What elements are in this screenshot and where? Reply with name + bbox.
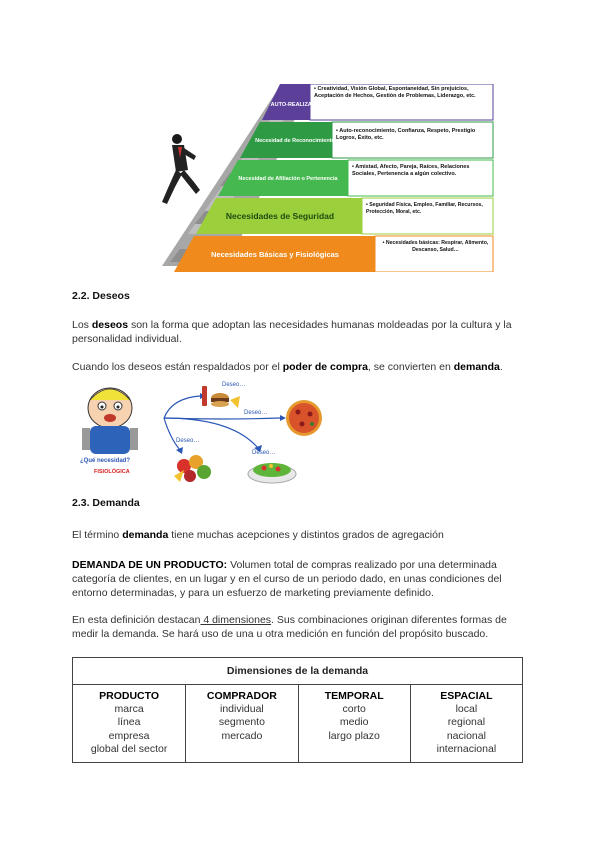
pyramid-tier-3-label: Necesidad de Afiliación o Pertenencia	[238, 176, 338, 182]
pyramid-tier-5-label: Necesidades Básicas y Fisiológicas	[211, 250, 339, 259]
pyramid-tier-2-desc: • Auto-reconocimiento, Confianza, Respeto, Prestigio Logros, Éxito, etc.	[336, 128, 476, 141]
demanda-producto-definition: DEMANDA DE UN PRODUCTO: Volumen total de compras realizado por una determinada categoría de clientes, en un lugar y en el curso de un periodo dado, en unas condiciones del entorno determinadas, y para un esfuerzo de marketing previamente definido.	[72, 559, 502, 599]
deseos-demanda-paragraph: Cuando los deseos están respaldados por el poder de compra, se convierten en demanda.	[72, 361, 503, 373]
dimension-item: línea	[117, 716, 141, 729]
deseos-illustration	[72, 378, 362, 490]
deseo-label-2: Deseo…	[244, 410, 268, 416]
businessman-icon	[162, 134, 200, 204]
demanda-dimensiones-paragraph: En esta definición destacan 4 dimensiones. Sus combinaciones originan diferentes formas de medir la demanda. Se hará uso de una u otra medición en función del propósito buscado.	[72, 614, 507, 640]
dimension-column-producto	[73, 685, 186, 763]
maslow-pyramid-figure	[100, 84, 500, 272]
dimension-item: medio	[339, 716, 369, 729]
deseo-label-3: Deseo…	[176, 438, 200, 444]
dimension-item: individual	[219, 703, 264, 716]
pizza-icon	[286, 400, 322, 436]
question-label: ¿Qué necesidad?	[80, 458, 131, 464]
dimension-column-espacial	[410, 685, 522, 763]
dimension-title: COMPRADOR	[206, 690, 277, 702]
dimension-item: segmento	[218, 716, 265, 729]
dimension-item: local	[455, 703, 478, 716]
demanda-intro: El término demanda tiene muchas acepciones y distintos grados de agregación	[72, 529, 444, 541]
pyramid-tier-3-desc: • Amistad, Afecto, Pareja, Raíces, Relaciones Sociales, Pertenencia a algún colectivo.	[352, 164, 470, 177]
dimension-title: PRODUCTO	[99, 690, 160, 702]
dimension-item: nacional	[446, 729, 486, 742]
pyramid-tier-4-label: Necesidades de Seguridad	[225, 211, 335, 221]
section-heading-deseos: 2.2. Deseos	[72, 290, 130, 302]
dimension-item: regional	[447, 716, 486, 729]
dimension-item: internacional	[436, 742, 497, 755]
salad-icon	[248, 463, 296, 483]
pyramid-tier-1-desc: • Creatividad, Visión Global, Espontaneidad, Sin prejuicios, Aceptación de Hechos, Gestión de Problemas, Liderazgo, etc.	[314, 86, 476, 99]
deseos-definition: Los deseos son la forma que adoptan las necesidades humanas moldeadas por la cultura y la personalidad individual.	[72, 319, 512, 345]
section-heading-demanda: 2.3. Demanda	[72, 497, 140, 509]
dimensions-table	[72, 657, 523, 763]
fruit-vegetables-icon	[174, 455, 211, 482]
dimension-column-comprador	[186, 685, 298, 763]
fisiologica-label: FISIOLÓGICA	[94, 469, 130, 475]
burger-meal-icon	[202, 386, 240, 408]
deseo-label-1: Deseo…	[222, 382, 246, 388]
dimension-item: marca	[114, 703, 144, 716]
pyramid-tier-2-label: Necesidad de Reconocimiento	[255, 138, 335, 144]
dimension-item: largo plazo	[328, 729, 380, 742]
pyramid-tier-4-desc: • Seguridad Física, Empleo, Familiar, Recursos, Protección, Moral, etc.	[366, 202, 483, 215]
dimensions-table-title: Dimensiones de la demanda	[73, 658, 523, 685]
deseo-label-4: Deseo…	[252, 450, 276, 456]
dimension-title: TEMPORAL	[324, 690, 384, 702]
dimension-item: global del sector	[90, 742, 168, 755]
dimension-item: mercado	[221, 729, 263, 742]
dimension-title: ESPACIAL	[440, 690, 493, 702]
dimension-column-temporal	[298, 685, 410, 763]
dimension-item: corto	[342, 703, 366, 716]
hungry-kid-icon	[82, 388, 138, 454]
pyramid-tier-5-desc: • Necesidades básicas: Respirar, Alimento, Descanso, Salud…	[382, 240, 489, 253]
dimensions-table-wrapper	[72, 657, 523, 763]
pyramid-tier-1-label: AUTO-REALIZACIÓN:	[270, 102, 328, 108]
dimension-item: empresa	[108, 729, 150, 742]
